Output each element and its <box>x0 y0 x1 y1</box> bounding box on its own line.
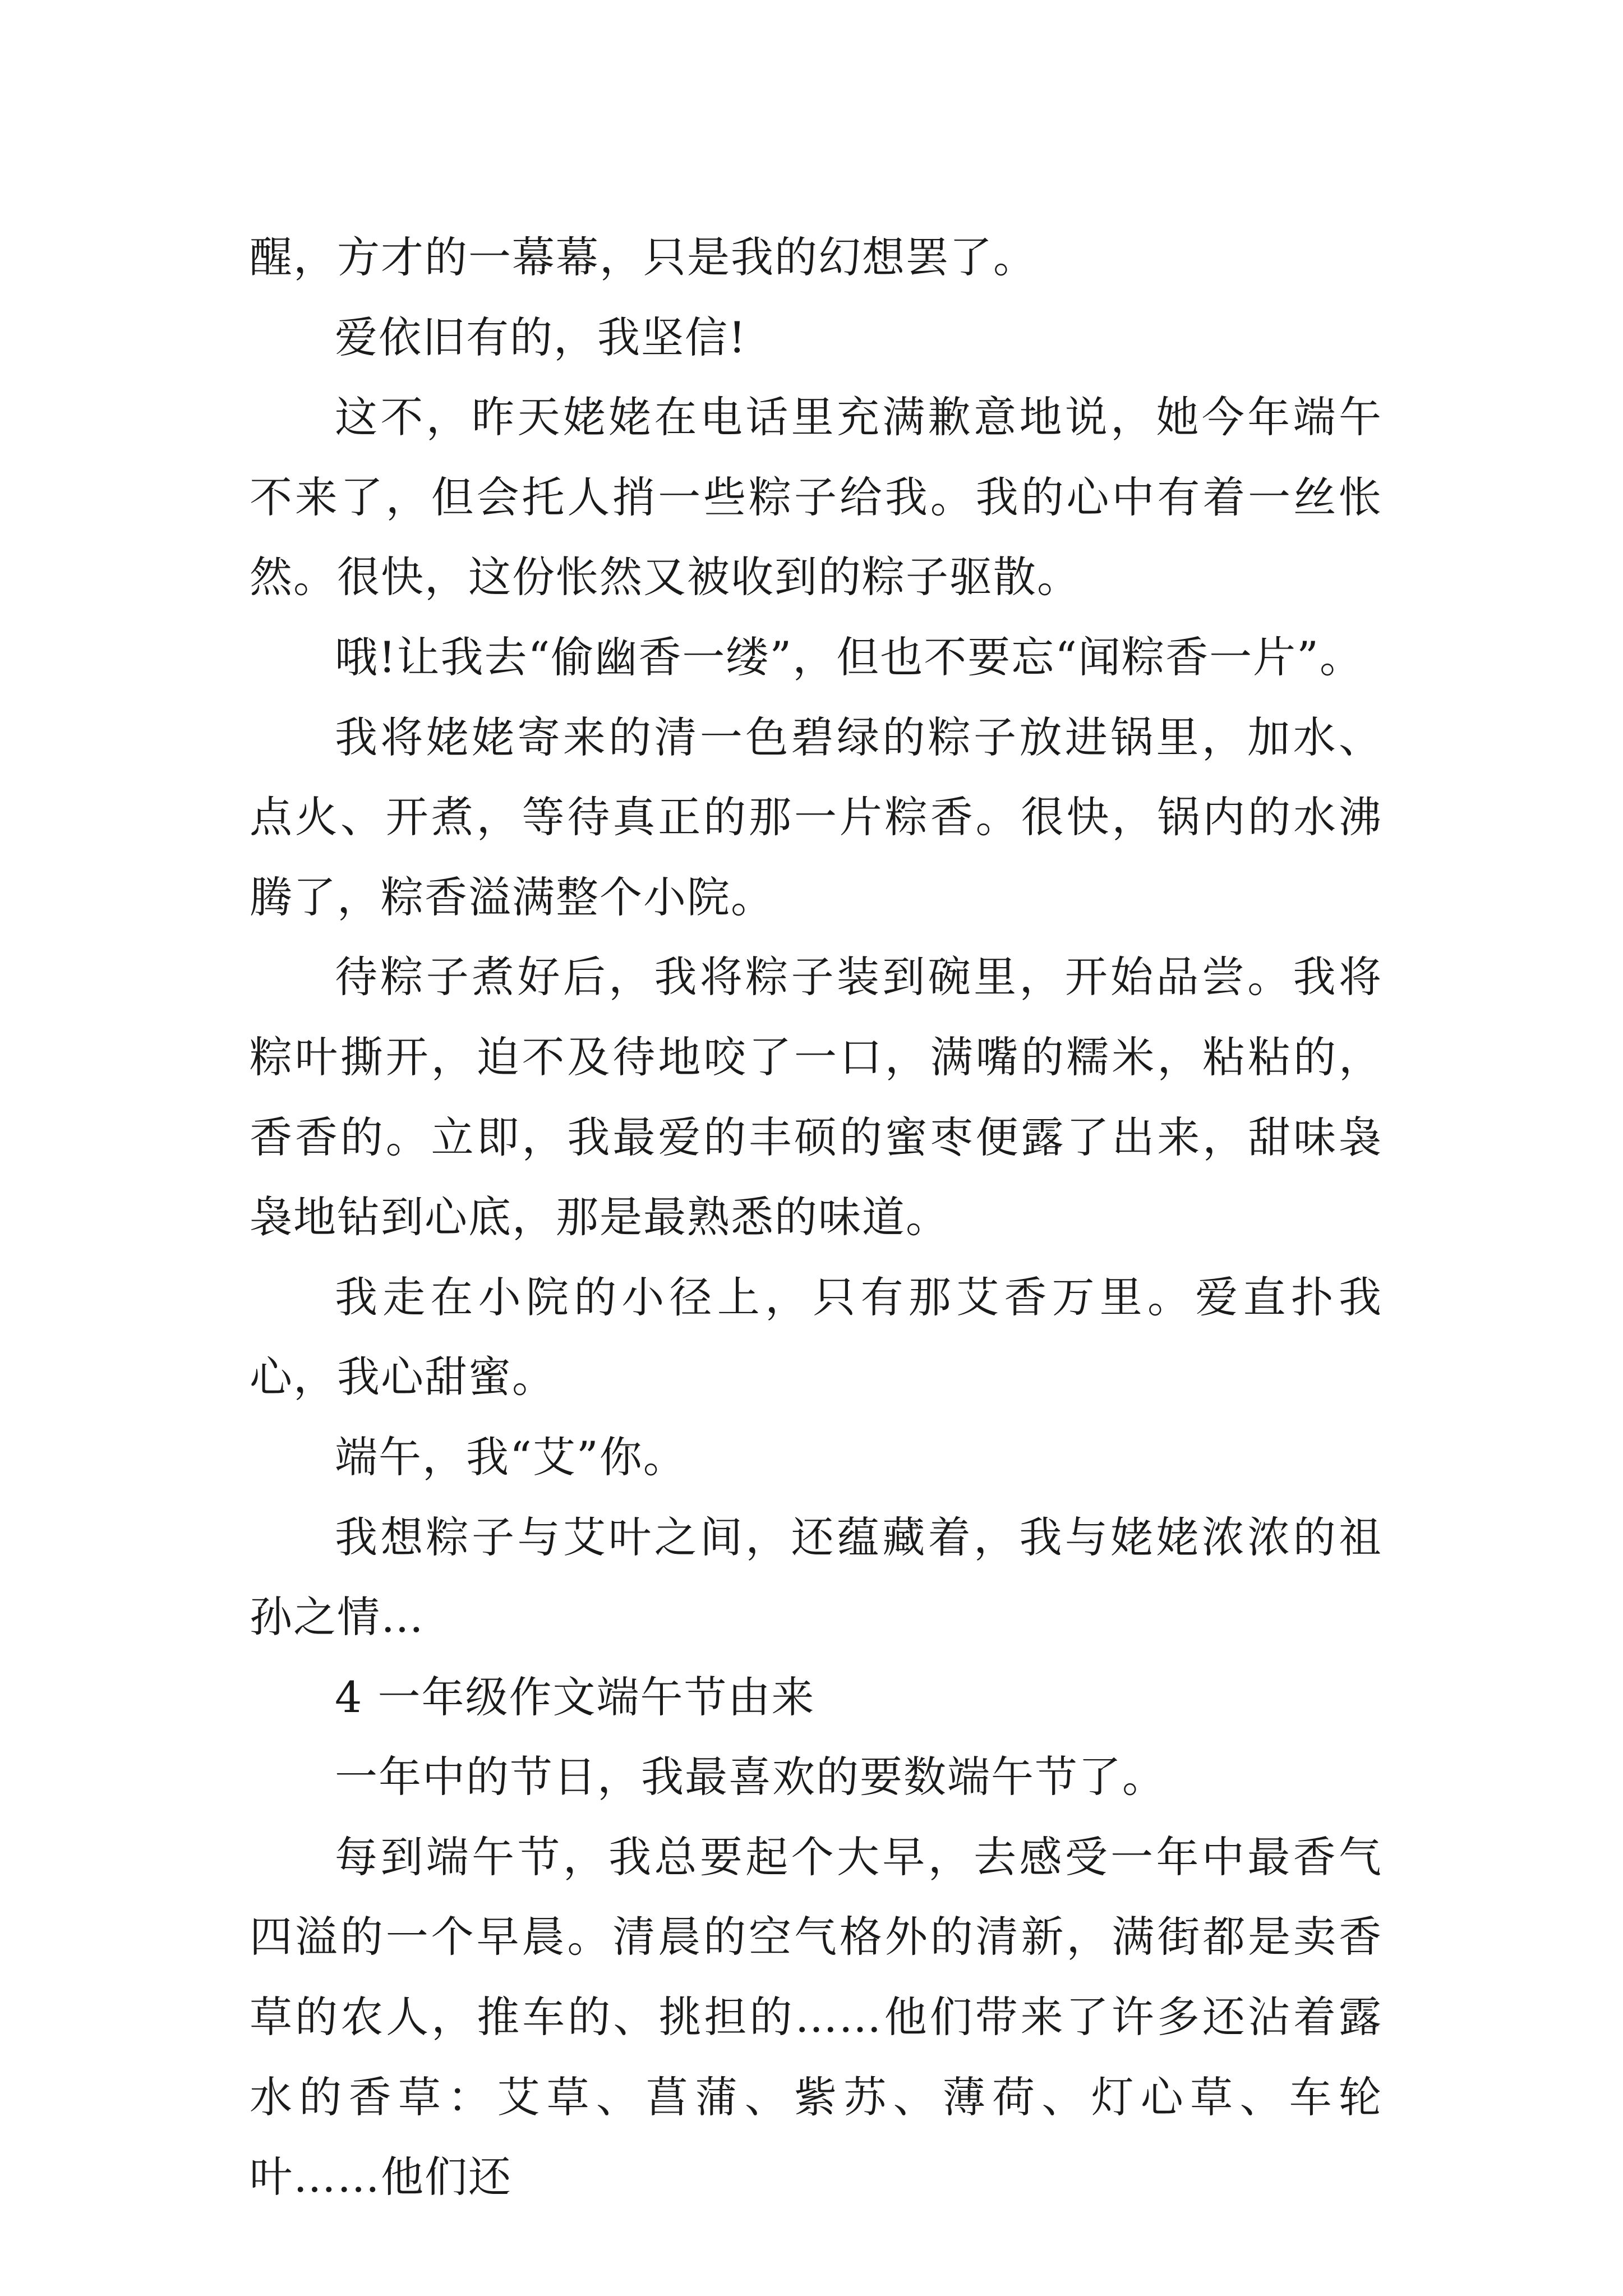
paragraph-1: 醒，方才的一幕幕，只是我的幻想罢了。 <box>250 232 1037 282</box>
paragraph-9: 我想粽子与艾叶之间，还蕴藏着，我与姥姥浓浓的祖孙之情… <box>250 1512 1382 1642</box>
paragraph-4: 哦!让我去“偷幽香一缕”，但也不要忘“闻粽香一片”。 <box>335 632 1363 682</box>
paragraph-7: 我走在小院的小径上，只有那艾香万里。爱直扑我心，我心甜蜜。 <box>250 1272 1382 1402</box>
paragraph-6: 待粽子煮好后，我将粽子装到碗里，开始品尝。我将粽叶撕开，迫不及待地咬了一口，满嘴的糯米，粘粘的，香香的。立即，我最爱的丰硕的蜜枣便露了出来，甜味袅袅地钻到心底，那是最熟悉的味道。 <box>250 952 1382 1243</box>
paragraph-3: 这不，昨天姥姥在电话里充满歉意地说，她今年端午不来了，但会托人捎一些粽子给我。我的心中有着一丝怅然。很快，这份怅然又被收到的粽子驱散。 <box>250 392 1382 602</box>
document-body <box>250 218 1382 2217</box>
paragraph-5: 我将姥姥寄来的清一色碧绿的粽子放进锅里，加水、点火、开煮，等待真正的那一片粽香。很快，锅内的水沸腾了，粽香溢满整个小院。 <box>250 712 1382 922</box>
paragraph-2: 爱依旧有的，我坚信! <box>335 312 747 362</box>
paragraph-8: 端午，我“艾”你。 <box>335 1432 687 1482</box>
section-heading: 4 一年级作文端午节由来 <box>335 1672 815 1722</box>
paragraph-11: 每到端午节，我总要起个大早，去感受一年中最香气四溢的一个早晨。清晨的空气格外的清新，满街都是卖香草的农人，推车的、挑担的……他们带来了许多还沾着露水的香草：艾草、菖蒲、紫苏、薄荷、灯心草、车轮叶……他们还 <box>250 1832 1382 2202</box>
paragraph-10: 一年中的节日，我最喜欢的要数端午节了。 <box>335 1752 1166 1802</box>
